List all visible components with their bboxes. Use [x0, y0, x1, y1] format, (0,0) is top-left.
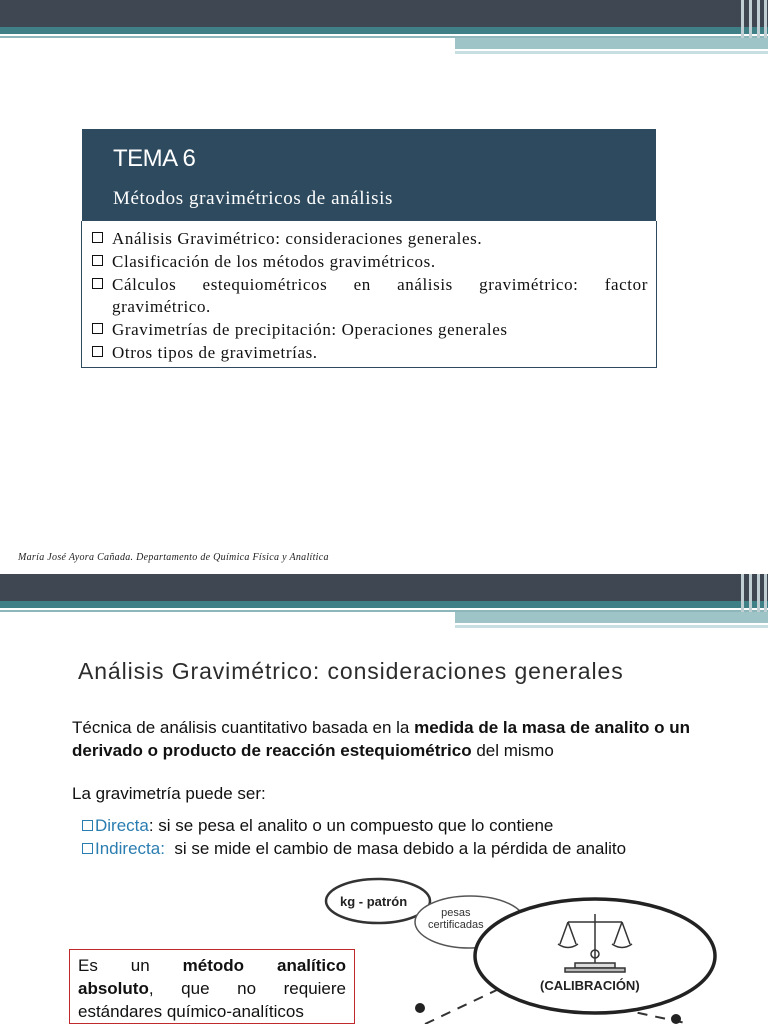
checkbox-bullet-icon [92, 278, 103, 289]
kg-patron-label: kg - patrón [340, 894, 408, 909]
tema-header-box [82, 129, 656, 221]
checkbox-bullet-icon [92, 255, 103, 266]
box-line-3: estándares químico-analíticos [78, 1002, 304, 1021]
header-band [0, 574, 768, 642]
slide-title: Análisis Gravimétrico: consideraciones generales [78, 658, 624, 684]
list-item: Clasificación de los métodos gravimétricos. [92, 250, 648, 273]
tema-subtitle: Métodos gravimétricos de análisis [113, 188, 393, 209]
definition-paragraph: Técnica de análisis cuantitativo basada en la medida de la masa de analito o un derivado o producto de reacción estequiométrico del mismo [72, 718, 690, 760]
list-item: Otros tipos de gravimetrías. [92, 341, 648, 364]
tema-title: TEMA 6 [113, 145, 196, 172]
header-band [0, 0, 768, 68]
pesas-label: pesas certificadas [428, 907, 484, 931]
box-line-1: Es un método analítico [78, 956, 346, 975]
list-item: Cálculos estequiométricos en análisis gravimétrico: factor [92, 273, 648, 296]
calibracion-label: (CALIBRACIÓN) [540, 978, 640, 993]
checkbox-bullet-icon [92, 346, 103, 357]
topics-list [82, 221, 656, 364]
slide-footer: María José Ayora Cañada. Departamento de Química Física y Analítica [18, 552, 329, 563]
list-item: Gravimetrías de precipitación: Operaciones generales [92, 318, 648, 341]
absolute-method-box [69, 949, 355, 1024]
checkbox-bullet-icon [82, 820, 93, 831]
topics-box [81, 221, 657, 368]
checkbox-bullet-icon [92, 232, 103, 243]
types-intro: La gravimetría puede ser: [72, 784, 266, 803]
types-list [82, 814, 626, 860]
list-item: Directa: si se pesa el analito o un compuesto que lo contiene [82, 814, 626, 837]
slide-2 [0, 574, 768, 1024]
list-item: Análisis Gravimétrico: consideraciones generales. [92, 227, 648, 250]
calibration-diagram [320, 859, 768, 1024]
list-item-continuation: gravimétrico. [112, 297, 211, 316]
list-item: Indirecta: si se mide el cambio de masa debido a la pérdida de analito [82, 837, 626, 860]
box-line-2: absoluto, que no requiere [78, 979, 346, 998]
checkbox-bullet-icon [92, 323, 103, 334]
checkbox-bullet-icon [82, 843, 93, 854]
